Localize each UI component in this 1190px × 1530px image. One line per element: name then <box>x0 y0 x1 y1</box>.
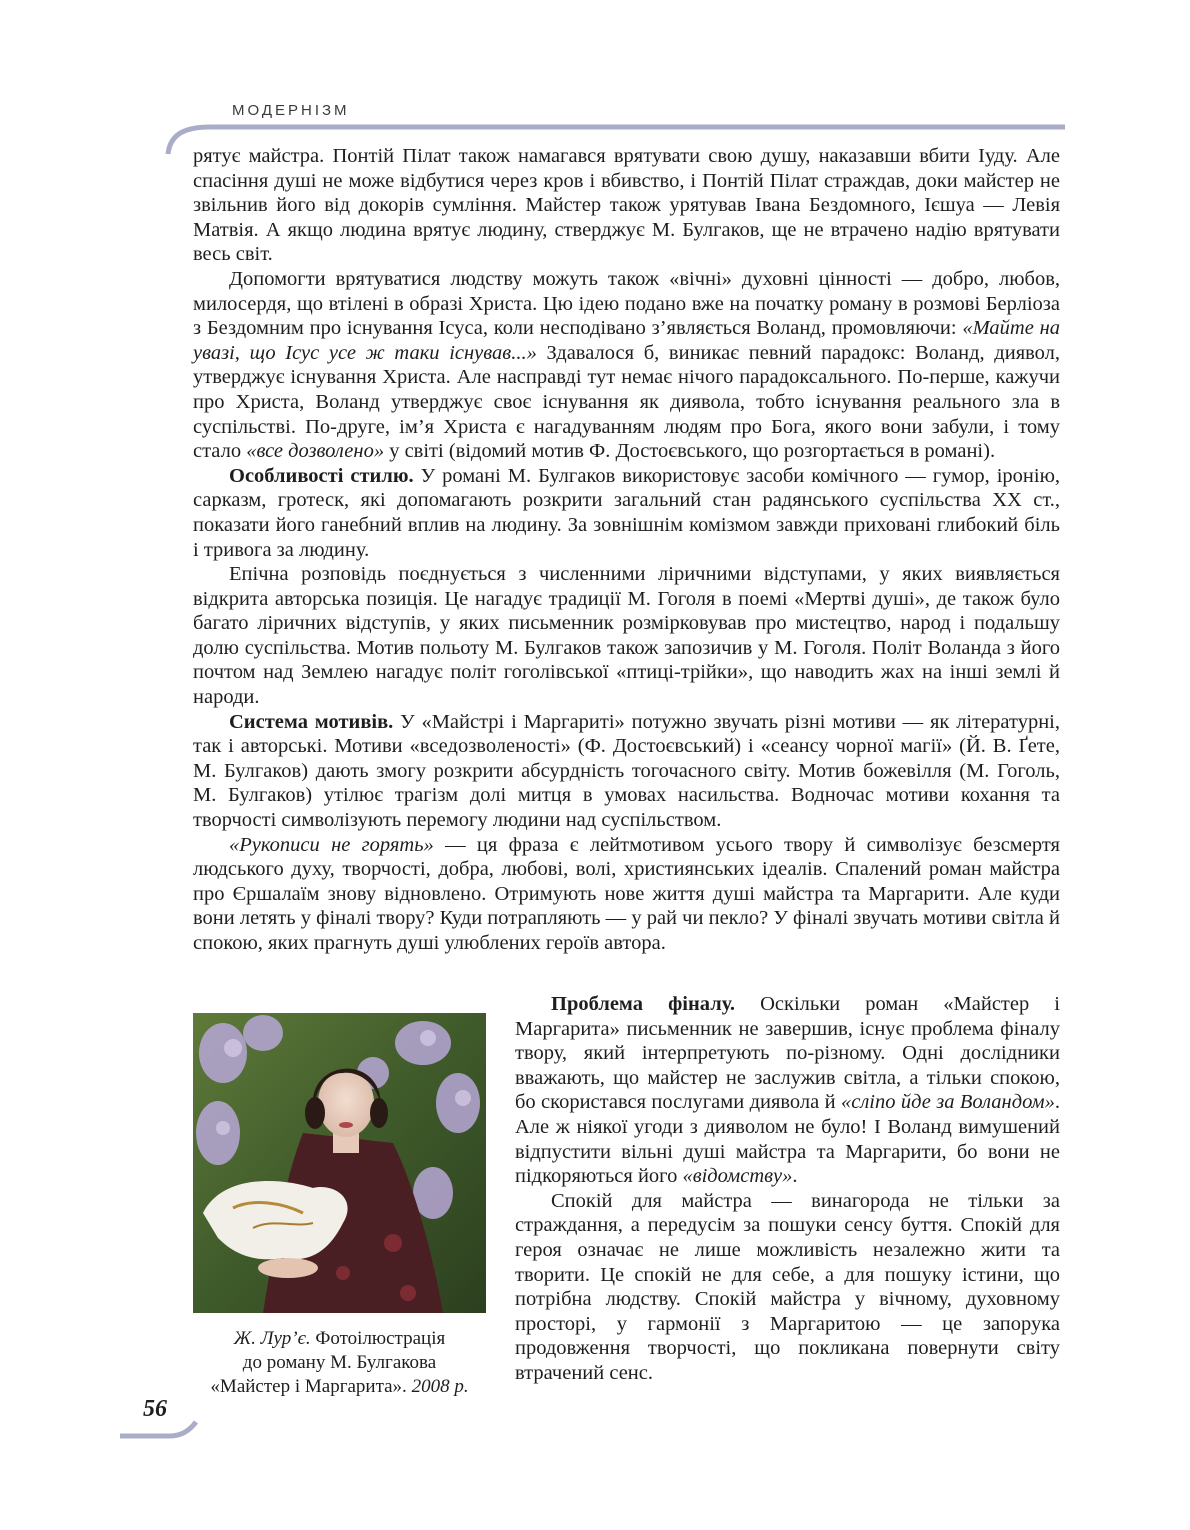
photo-illustration <box>193 1013 486 1313</box>
section-heading: Проблема фіналу. <box>551 993 736 1015</box>
quote: «все дозволено» <box>246 440 385 463</box>
section-heading: Система мотивів. <box>229 710 394 733</box>
caption-author: Ж. Лур’є. <box>233 1328 311 1349</box>
paragraph: Система мотивів. У «Майстрі і Маргариті» потужно звучать різні мотиви — як літературні, так і авторські. Мотиви «вседозволеності» (Ф. Достоєвський) і «сеансу чорної магії» (Й. В. Ґете, М. Булгаков) дають змогу розкрити абсурдність тогочасного світу. Мотив божевілля (М. Гоголь, М. Булгаков) утілює трагізм долі митця в умовах насильства. Водночас мотиви кохання та творчості символізують перемогу людини над суспільством. <box>193 710 1060 832</box>
paragraph: Допомогти врятуватися людству можуть також «вічні» духовні цінності — добро, любов, милосердя, що втілені в образі Христа. Цю ідею подано вже на початку роману в розмові Берліоза з Бездомним про існування Ісуса, коли несподівано з’являється Воланд, промовляючи: «Майте на увазі, що Ісус усе ж таки існував...» Здавалося б, виникає певний парадокс: Воланд, диявол, утверджує існування Христа. Але насправді тут немає нічого парадоксального. По-перше, кажучи про Христа, Воланд утверджує своє існування як диявола, тобто існування реального зла в суспільстві. По-друге, ім’я Христа є нагадуванням людям про Бога, якого вони забули, і тому стало «все дозволено» у світі (відомий мотив Ф. Достоєвського, що розгортається в романі). <box>193 267 1061 463</box>
side-text <box>515 992 1060 1386</box>
paragraph: Епічна розповідь поєднується з численними ліричними відступами, у яких виявляється відкрита авторська позиція. Це нагадує традиції М. Гоголя в поемі «Мертві душі», де також було багато ліричних відступів, у яких письменник розмірковував про мистецтво, народ і подальшу долю суспільства. Мотив польоту М. Булгаков також запозичив у М. Гоголя. Політ Воланда з його почтом над Землею нагадує політ гоголівської «птиці-трійки», що наводить жах на інші землі й народи. <box>193 563 1060 709</box>
paragraph: Проблема фіналу. Оскільки роман «Майстер і Маргарита» письменник не завершив, існує проблема фіналу твору, який інтерпретують по-різному. Одні дослідники вважають, що майстер не заслужив світла, а тільки спокою, бо скористався послугами диявола й «сліпо йде за Воландом». Але ж ніякої угоди з дияволом не було! І Воланд вимушений відпустити вільні душі майстра та Маргарити, бо вони не підкоряються його «відомству». <box>515 993 1060 1188</box>
paragraph: рятує майстра. Понтій Пілат також намагався врятувати свою душу, наказавши вбити Іуду. Але спасіння душі не може відбутися через кров і вбивство, і Понтій Пілат страждав, доки майстер не звільнив його від докорів сумління. Майстер також урятував Івана Бездомного, Ієшуа — Левія Матвія. А якщо людина врятує людину, стверджує М. Булгаков, ще не втрачено надію врятувати весь світ. <box>193 145 1060 266</box>
footer-rule <box>120 1418 200 1448</box>
paragraph: Спокій для майстра — винагорода не тільки за страждання, а передусім за пошуки сенсу буття. Спокій для героя означає не лише можливість незалежно жити та творити. Це спокій не для себе, а для пошуку істини, що потрібна людству. Спокій майстра у вічному, духовному просторі, у гармонії з Маргаритою — це запорука продовження творчості, що покликана повернути світу втрачений сенс. <box>515 1189 1060 1384</box>
caption-year: 2008 р. <box>411 1376 469 1397</box>
quote: «Рукописи не горять» <box>229 833 434 856</box>
main-text <box>193 144 1060 956</box>
quote: «сліпо йде за Воландом» <box>840 1091 1055 1114</box>
quote: «відомству» <box>682 1165 793 1188</box>
figure-caption: Ж. Лур’є. Фотоілюстрація до роману М. Булгакова «Майстер і Маргарита». 2008 р. <box>210 1328 469 1397</box>
running-head: МОДЕРНІЗМ <box>232 102 350 119</box>
paragraph: Особливості стилю. У романі М. Булгаков використовує засоби комічного — гумор, іронію, сарказм, гротеск, які допомагають розкрити загальний стан радянського суспільства XX ст., показати його ганебний вплив на людину. За зовнішнім комізмом завжди приховані глибокий біль і тривога за людину. <box>193 464 1061 561</box>
section-heading: Особливості стилю. <box>229 464 414 487</box>
page-number: 56 <box>143 1396 167 1422</box>
paragraph: «Рукописи не горять» — ця фраза є лейтмотивом усього твору й символізує безсмертя людського духу, творчості, добра, любові, волі, християнських ідеалів. Спалений роман майстра про Єршалаїм знову відновлено. Отримують нове життя душі майстра та Маргарити. Але куди вони летять у фіналі твору? Куди потрапляють — у рай чи пекло? У фіналі звучать мотиви світла й спокою, яких прагнуть душі улюблених героїв автора. <box>193 833 1060 954</box>
quote: «Майте на увазі, що Ісус усе ж таки існував...» <box>193 317 1060 364</box>
